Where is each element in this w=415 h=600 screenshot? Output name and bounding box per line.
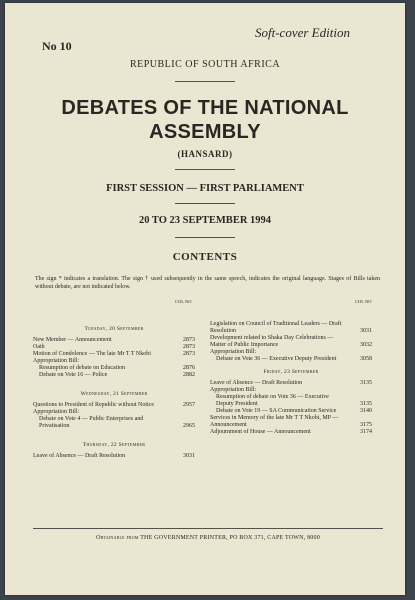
- entry-title: Debate on Vote 4 — Public Enterprises and Privatisation: [39, 416, 144, 429]
- entry-list: [33, 337, 195, 379]
- contents-entry: [210, 408, 372, 415]
- entry-list: [33, 402, 195, 430]
- issue-number: No 10: [42, 39, 72, 53]
- contents-entry: [33, 372, 195, 379]
- entry-column-number: 3135: [360, 380, 372, 386]
- contents-entry: [210, 380, 372, 387]
- entry-column-number: 2873: [183, 344, 195, 350]
- entry-title: Appropriation Bill:: [33, 358, 80, 364]
- country-heading: REPUBLIC OF SOUTH AFRICA: [129, 59, 281, 70]
- contents-left-column: [33, 321, 195, 460]
- entry-column-number: 3058: [360, 356, 372, 362]
- entry-column-number: 3031: [183, 453, 195, 459]
- entry-column-number: 3135: [360, 401, 372, 407]
- contents-entry: [210, 387, 372, 394]
- footer: [33, 535, 383, 541]
- contents-entry: [210, 356, 372, 363]
- col-no-label-left: COL NO: [175, 299, 192, 304]
- divider: [175, 169, 235, 170]
- title-line-1: DEBATES OF THE NATIONAL: [61, 97, 349, 119]
- contents-entry: [210, 349, 372, 356]
- title-line-2: ASSEMBLY: [149, 121, 261, 143]
- entry-title: Debate on Vote 36 — Executive Deputy President: [216, 356, 337, 362]
- entry-list: [33, 453, 195, 460]
- entry-column-number: 3174: [360, 429, 372, 435]
- contents-entry: [210, 415, 372, 429]
- entry-column-number: 2873: [183, 351, 195, 357]
- entry-title: Leave of Absence — Draft Resolution: [33, 453, 126, 459]
- day-heading: Friday, 23 September: [263, 369, 319, 375]
- entry-title: Leave of Absence — Draft Resolution: [210, 380, 303, 386]
- entry-title: Adjournment of House — Announcement: [210, 429, 311, 435]
- entry-column-number: 2957: [183, 402, 195, 408]
- day-heading: Wednesday, 21 September: [80, 391, 148, 397]
- entry-title: Legislation on Council of Traditional Leaders — Draft Resolution: [210, 321, 342, 334]
- contents-entry: [210, 394, 372, 408]
- contents-entry: [33, 344, 195, 351]
- date-range: 20 TO 23 SEPTEMBER 1994: [138, 215, 272, 226]
- entry-column-number: 3140: [360, 408, 372, 414]
- contents-entry: [33, 365, 195, 372]
- contents-entry: [33, 358, 195, 365]
- contents-entry: [33, 409, 195, 416]
- entry-column-number: 2882: [183, 372, 195, 378]
- contents-heading: CONTENTS: [172, 251, 238, 263]
- day-heading: Thursday, 22 September: [82, 442, 146, 448]
- entry-title: Development related to Shaka Day Celebrations — Matter of Public Importance: [210, 335, 334, 348]
- entry-column-number: 3032: [360, 342, 372, 348]
- divider: [175, 81, 235, 82]
- contents-entry: [210, 335, 372, 349]
- entry-title: Questions to President of Republic without Notice: [33, 402, 154, 408]
- contents-entry: [33, 453, 195, 460]
- entry-list: [210, 321, 372, 363]
- entry-column-number: 3175: [360, 422, 372, 428]
- entry-title: Appropriation Bill:: [210, 387, 257, 393]
- entry-title: New Member — Announcement: [33, 337, 112, 343]
- entry-column-number: 2965: [183, 423, 195, 429]
- hansard-cover-page: [5, 3, 405, 595]
- entry-title: Appropriation Bill:: [33, 409, 80, 415]
- contents-entry: [210, 429, 372, 436]
- edition-label: Soft-cover Edition: [255, 25, 350, 40]
- entry-title: Oath: [33, 344, 45, 350]
- entry-column-number: 3031: [360, 328, 372, 334]
- divider: [175, 203, 235, 204]
- contents-entry: [33, 416, 195, 430]
- entry-title: Appropriation Bill:: [210, 349, 257, 355]
- entry-title: Debate on Vote 19 — SA Communication Service: [216, 408, 337, 414]
- entry-list: [210, 380, 372, 436]
- entry-title: Services in Memory of the late Mr T T Nkobi, MP — Announcement: [210, 415, 339, 428]
- entry-column-number: 2873: [183, 337, 195, 343]
- contents-entry: [210, 321, 372, 335]
- footer-text: THE GOVERNMENT PRINTER, PO BOX 371, CAPE TOWN, 8000: [140, 535, 320, 541]
- divider: [175, 237, 235, 238]
- day-heading: Tuesday, 20 September: [84, 326, 144, 332]
- footer-rule: [33, 528, 383, 529]
- entry-title: Resumption of debate on Education: [39, 365, 125, 371]
- col-no-label-right: COL NO: [355, 299, 372, 304]
- contents-right-column: [210, 321, 372, 436]
- footer-label: Obtainable from: [96, 535, 139, 541]
- entry-column-number: 2876: [183, 365, 195, 371]
- contents-intro: The sign * indicates a translation. The sign † used subsequently in the same speech, indicates the original language. Stages of Bills taken without debate, are not indicated below.: [35, 276, 380, 290]
- contents-entry: [33, 337, 195, 344]
- entry-title: Resumption of debate on Vote 36 — Executive Deputy President: [216, 394, 329, 407]
- contents-entry: [33, 351, 195, 358]
- contents-entry: [33, 402, 195, 409]
- entry-title: Motion of Condolence — The late Mr T T Nkobi: [33, 351, 151, 357]
- entry-title: Debate on Vote 16 — Police: [39, 372, 108, 378]
- session-heading: FIRST SESSION — FIRST PARLIAMENT: [106, 183, 304, 194]
- subtitle: (HANSARD): [177, 149, 233, 159]
